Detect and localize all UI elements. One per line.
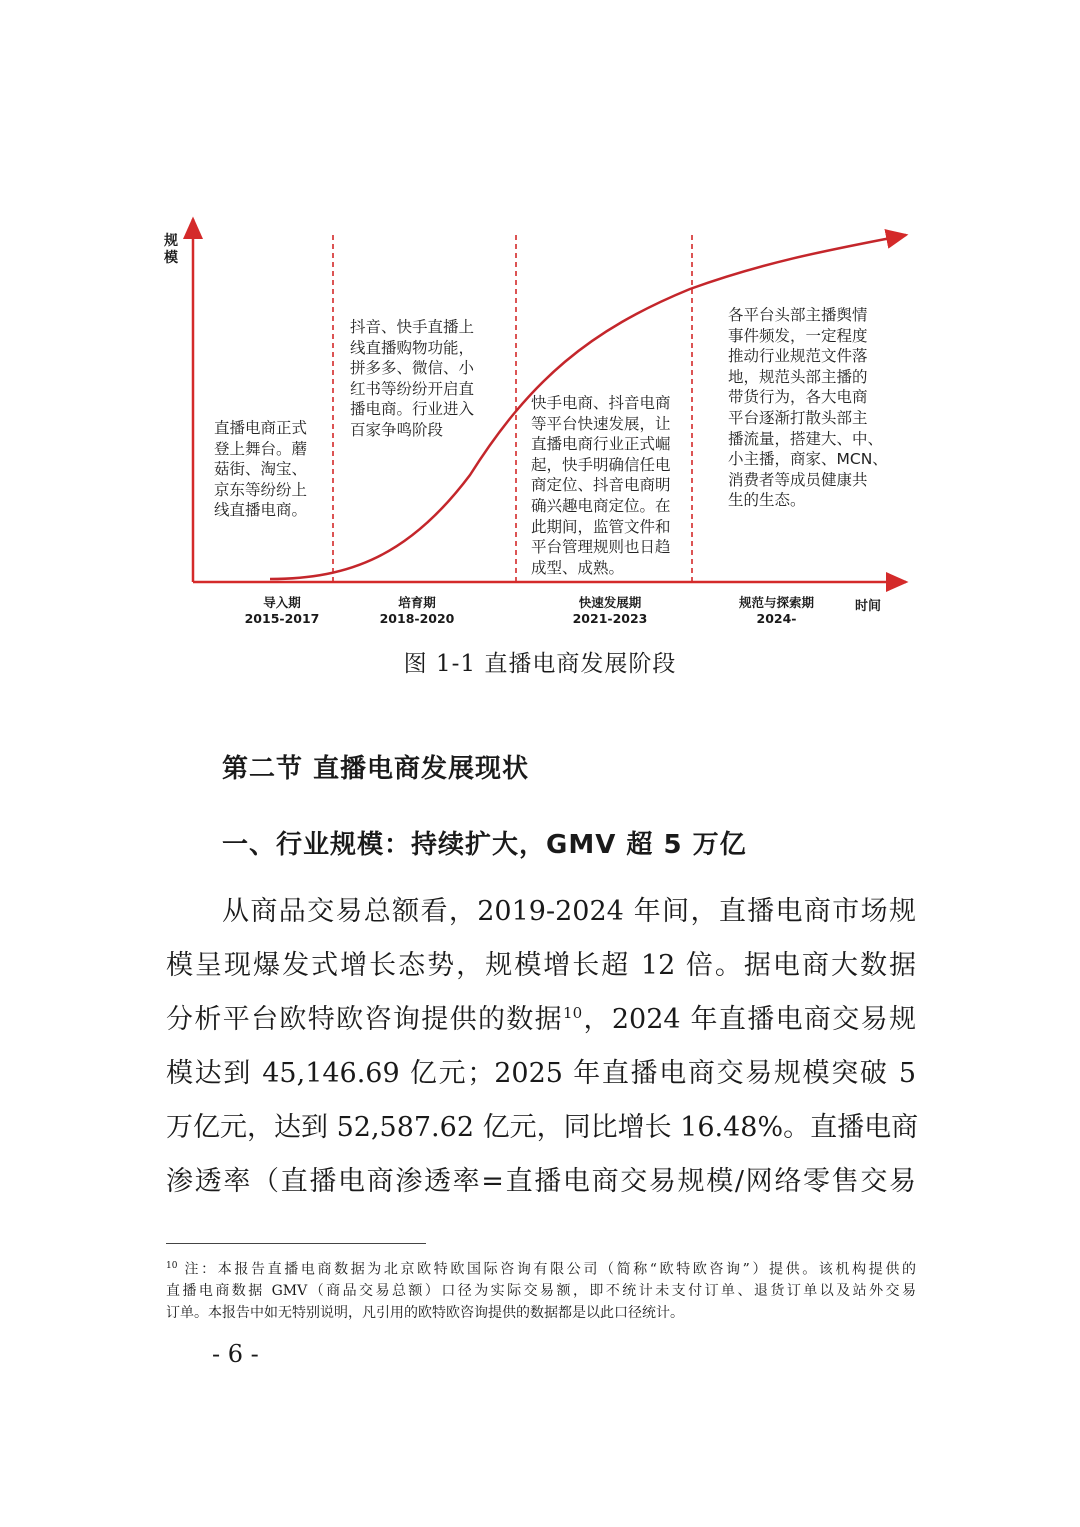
paragraph-line: 模达到 45,146.69 亿元；2025 年直播电商交易规模突破 5 bbox=[166, 1058, 916, 1089]
footnote bbox=[166, 1256, 916, 1324]
paragraph-line: 从商品交易总额看，2019-2024 年间，直播电商市场规 bbox=[222, 896, 916, 927]
footnote-line: $^{10}$ 注：本报告直播电商数据为北京欧特欧国际咨询有限公司（简称“欧特欧咨询”）提供。该机构提供的 bbox=[166, 1261, 916, 1278]
stage-3-description: 快手电商、抖音电商 等平台快速发展，让 直播电商行业正式崛 起，快手明确信任电 商定位、抖音电商明 确兴趣电商定位。在 此期间，监管文件和 平台管理规则也日趋 成型、成熟。 bbox=[531, 394, 671, 577]
footnote-reference[interactable]: 10 bbox=[563, 1004, 583, 1022]
x-axis-label: 时间 bbox=[855, 599, 882, 614]
stage-1-label: 导入期 2015-2017 bbox=[244, 595, 320, 626]
figure-caption: 图 1-1 直播电商发展阶段 bbox=[403, 651, 677, 677]
section-title: 第二节 直播电商发展现状 bbox=[222, 754, 530, 784]
paragraph-line: 分析平台欧特欧咨询提供的数据$^{10}$，2024 年直播电商交易规 bbox=[166, 1004, 917, 1035]
stage-2-label: 培育期 2018-2020 bbox=[379, 595, 455, 626]
footnote-line: 直播电商数据 GMV（商品交易总额）口径为实际交易额，即不统计未支付订单、退货订单以及站外交易 bbox=[166, 1283, 916, 1300]
stage-3-label: 快速发展期 2021-2023 bbox=[572, 595, 648, 626]
paragraph-line: 模呈现爆发式增长态势，规模增长超 12 倍。据电商大数据 bbox=[166, 950, 916, 981]
footnote-divider bbox=[166, 1243, 426, 1244]
subsection-title: 一、行业规模：持续扩大，GMV 超 5 万亿 bbox=[222, 830, 747, 860]
y-axis-label: 规模 bbox=[164, 233, 178, 266]
stage-4-label: 规范与探索期 2024- bbox=[738, 595, 814, 626]
paragraph-line: 万亿元，达到 52,587.62 亿元，同比增长 16.48%。直播电商 bbox=[166, 1112, 919, 1143]
paragraph-line: 渗透率（直播电商渗透率=直播电商交易规模/网络零售交易 bbox=[166, 1166, 916, 1197]
body-paragraph bbox=[166, 885, 919, 1209]
development-stage-figure bbox=[150, 205, 930, 635]
footnote-line: 订单。本报告中如无特别说明，凡引用的欧特欧咨询提供的数据都是以此口径统计。 bbox=[166, 1304, 684, 1321]
stage-4-description: 各平台头部主播舆情 事件频发，一定程度 推动行业规范文件落 地，规范头部主播的 带货行为，各大电商 平台逐渐打散头部主 播流量，搭建大、中、 小主播，商家、MCN、 消费者等成员健康共 生的生态。 bbox=[728, 306, 888, 510]
stage-2-description: 抖音、快手直播上 线直播购物功能， 拼多多、微信、小 红书等纷纷开启直 播电商。行业进入 百家争鸣阶段 bbox=[350, 318, 475, 439]
stage-1-description: 直播电商正式 登上舞台。蘑 菇街、淘宝、 京东等纷纷上 线直播电商。 bbox=[214, 419, 308, 520]
page-number: - 6 - bbox=[212, 1340, 259, 1368]
